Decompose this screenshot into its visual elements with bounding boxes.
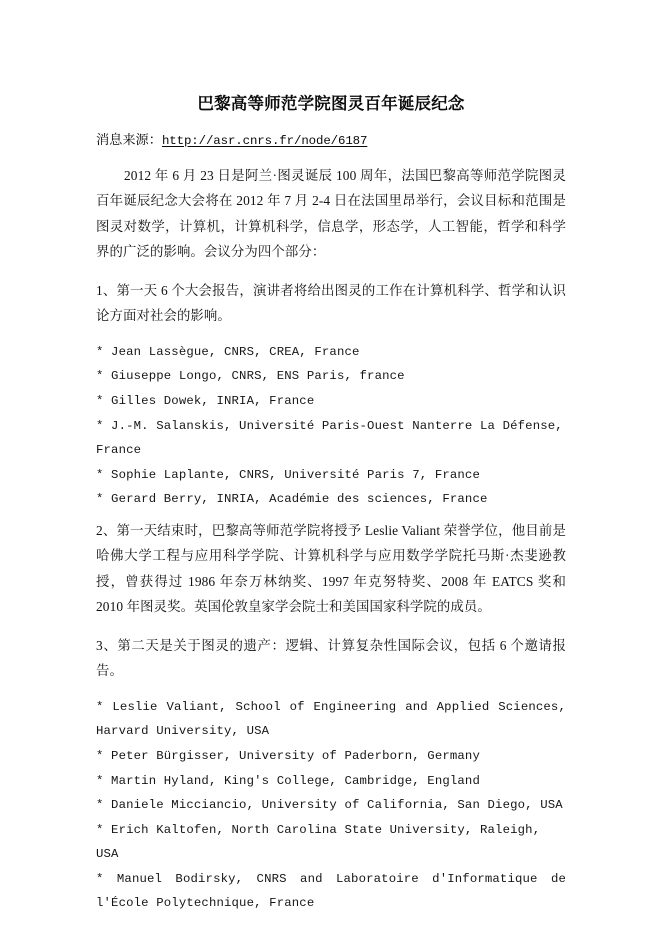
list-item: * Gilles Dowek, INRIA, France [96, 393, 315, 408]
section-1-speaker-list [96, 340, 571, 512]
list-item: * Erich Kaltofen, North Carolina State University, Raleigh, USA [96, 822, 548, 862]
spacer [96, 269, 566, 278]
section-2-heading: 2、第一天结束时，巴黎高等师范学院将授予 Leslie Valiant 荣誉学位，他目前是哈佛大学工程与应用科学学院、计算机科学与应用数学学院托马斯·杰斐逊教授，曾获得过 1986 年奈万林纳奖、1997 年克努特奖、2008 年 EATCS 奖和 2010 年图灵奖。英国伦敦皇家学会院士和美国国家科学院的成员。 [96, 522, 566, 614]
list-item: * Peter Bürgisser, University of Paderborn, Germany [96, 748, 480, 763]
source-label: 消息来源： [96, 132, 162, 147]
section-3-speaker-list [96, 695, 566, 916]
list-item: * Gerard Berry, INRIA, Académie des sciences, France [96, 492, 488, 507]
section-1-heading: 1、第一天 6 个大会报告，演讲者将给出图灵的工作在计算机科学、哲学和认识论方面对社会的影响。 [96, 283, 566, 324]
list-item: * Leslie Valiant, School of Engineering and Applied Sciences, Harvard University, USA [96, 699, 566, 739]
source-line [96, 128, 566, 153]
list-item: * Jean Lassègue, CNRS, CREA, France [96, 344, 360, 359]
list-item: * Manuel Bodirsky, CNRS and Laboratoire d'Informatique de l'École Polytechnique, France [96, 871, 566, 911]
source-url-link[interactable]: http://asr.cnrs.fr/node/6187 [161, 134, 368, 148]
list-item: * Sophie Laplante, CNRS, Université Paris 7, France [96, 467, 480, 482]
list-item: * Daniele Micciancio, University of California, San Diego, USA [96, 798, 563, 813]
list-item: * Giuseppe Longo, CNRS, ENS Paris, france [96, 369, 405, 384]
page-title: 巴黎高等师范学院图灵百年诞辰纪念 [197, 94, 465, 113]
list-item: * J.-M. Salanskis, Université Paris-Ouest Nanterre La Défense, France [96, 418, 571, 458]
list-item: * Martin Hyland, King's College, Cambridge, England [96, 773, 480, 788]
spacer [96, 624, 566, 633]
section-3-heading: 3、第二天是关于图灵的遗产：逻辑、计算复杂性国际会议，包括 6 个邀请报告。 [96, 638, 566, 679]
document-content [96, 92, 571, 916]
intro-paragraph: 2012 年 6 月 23 日是阿兰·图灵诞辰 100 周年，法国巴黎高等师范学院图灵百年诞辰纪念大会将在 2012 年 7 月 2-4 日在法国里昂举行，会议目标和范围是图灵对数学，计算机，计算机科学，信息学，形态学，人工智能，哲学和科学界的广泛的影响。会议分为四个部分： [96, 168, 566, 259]
